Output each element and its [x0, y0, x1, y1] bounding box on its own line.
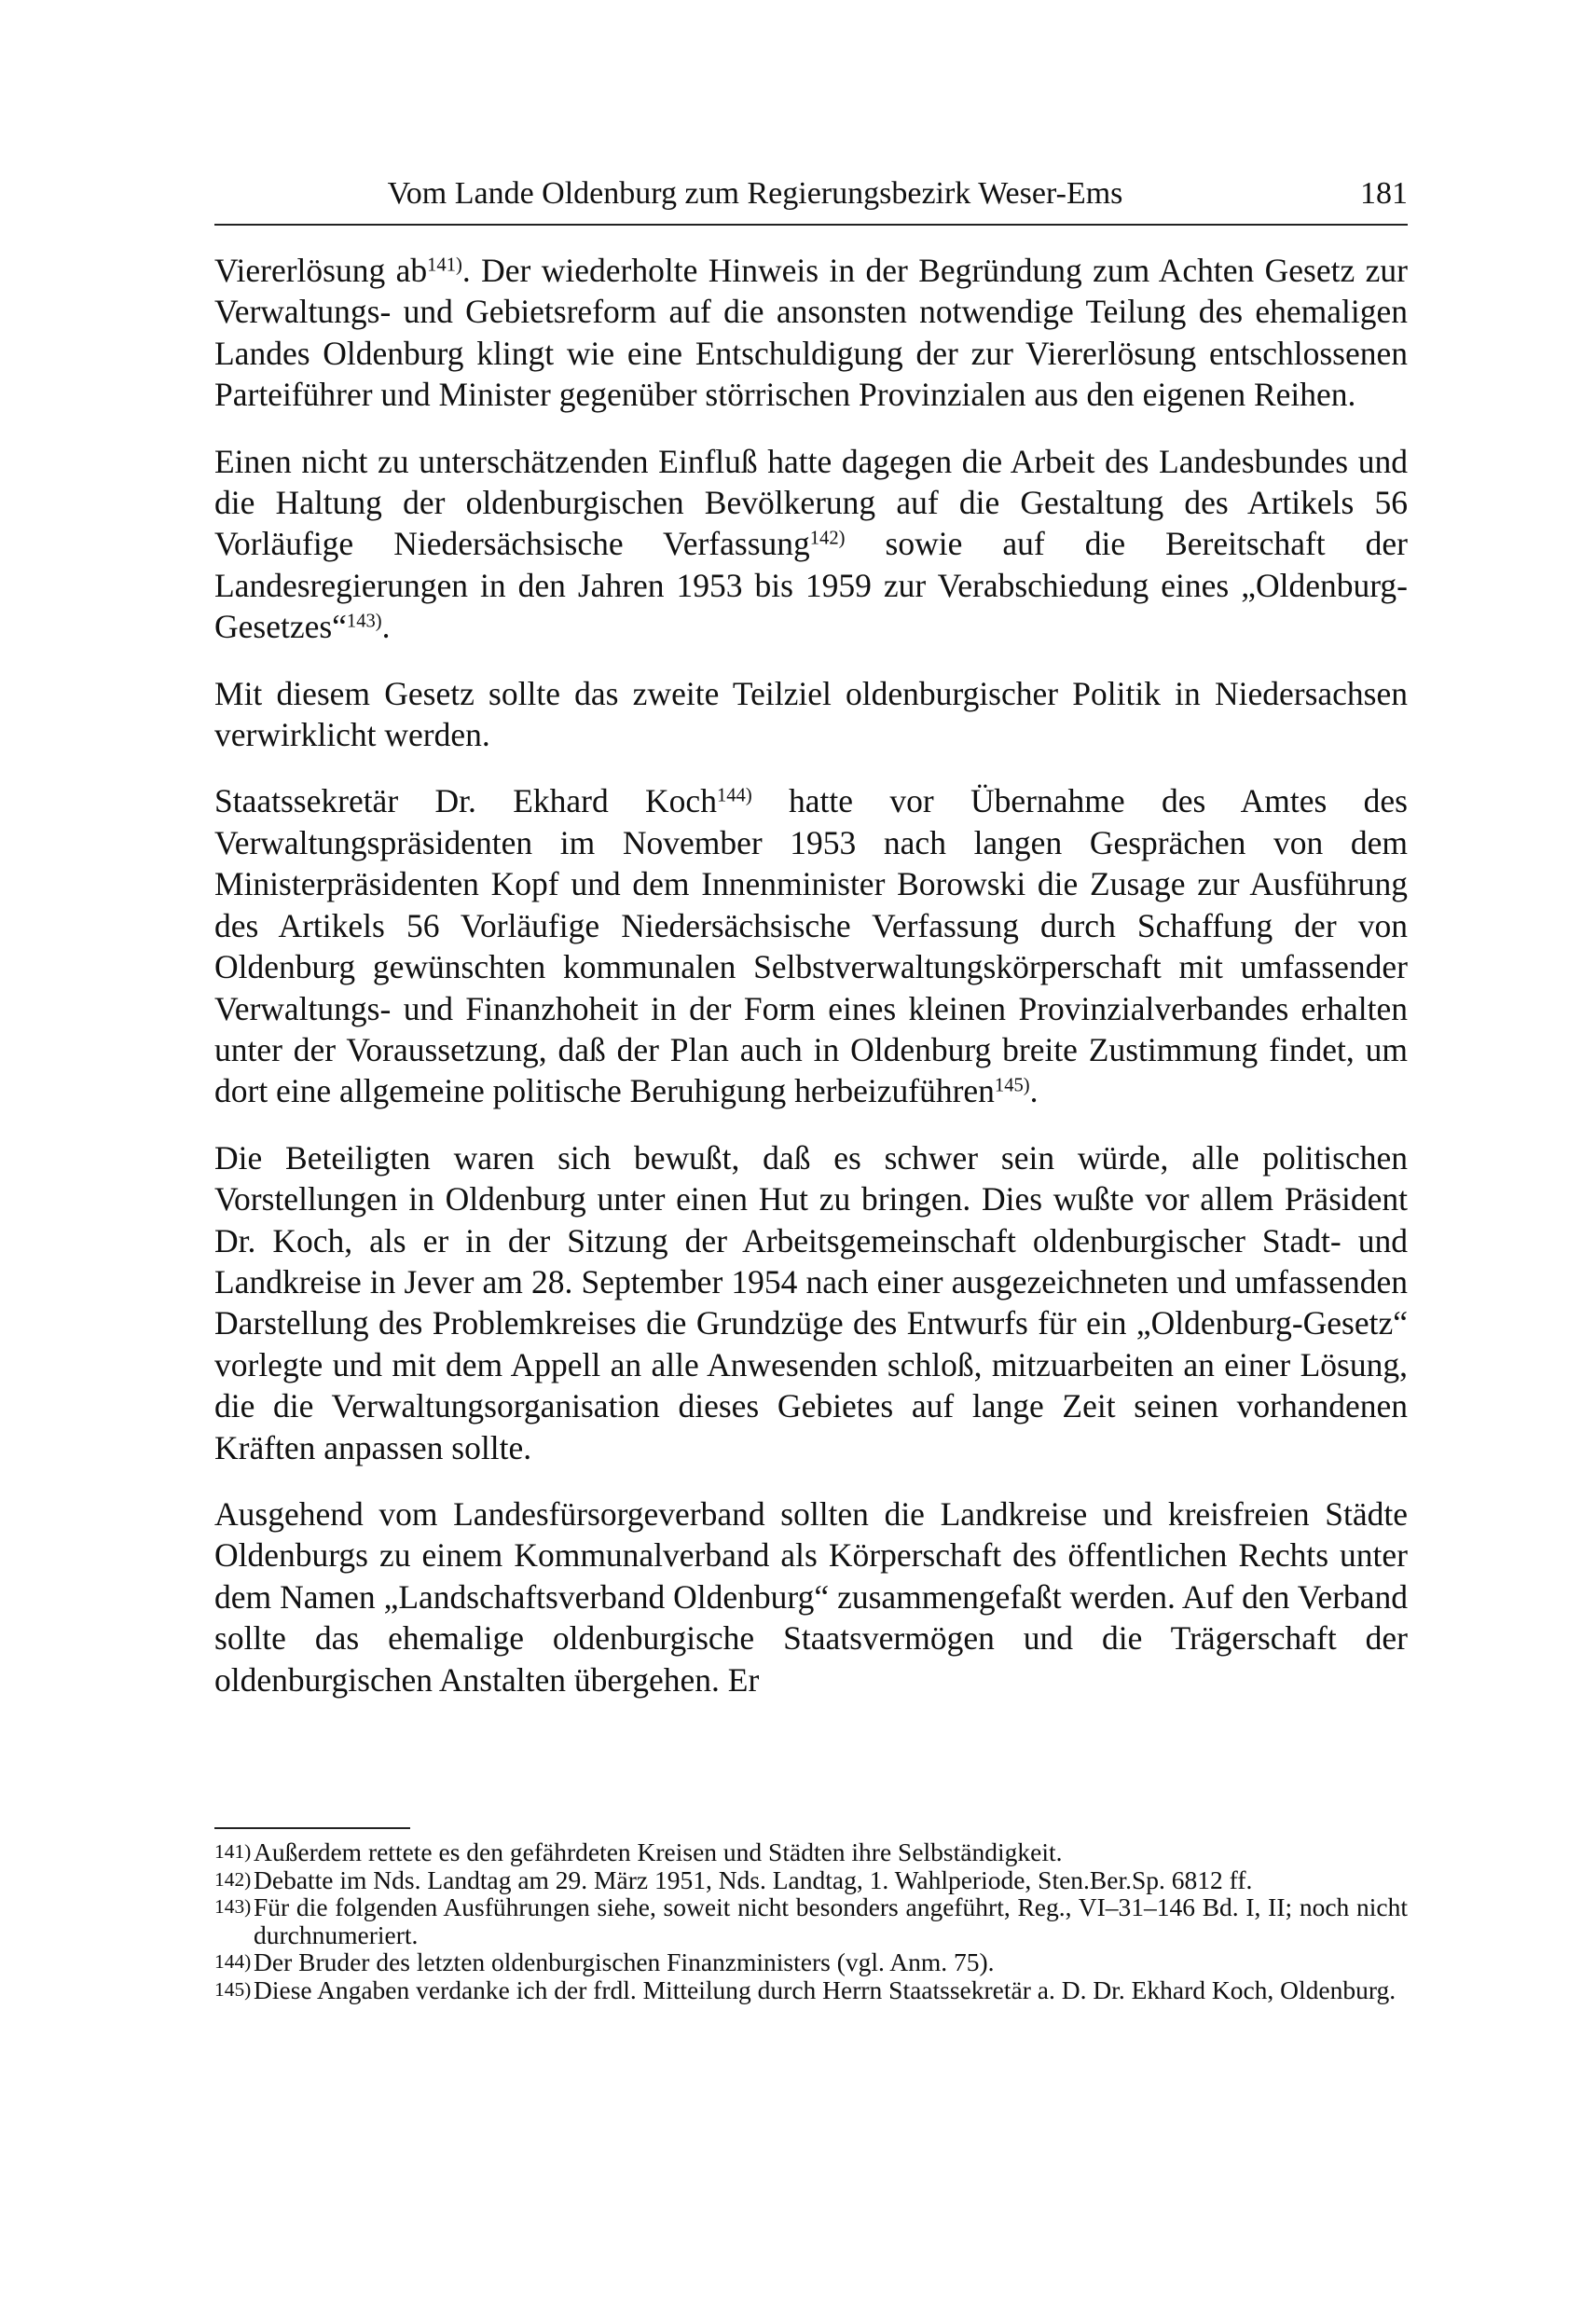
footnote [214, 1948, 1408, 1976]
footnote-mark: 143) [214, 1895, 252, 1919]
paragraph-text: sowie auf die Bereitschaft der Landesregierungen in den Jahren 1953 bis 1959 zur Verabschiedung eines „Oldenburg-Gesetzes“ [214, 525, 1408, 646]
body-text [214, 250, 1408, 1726]
paragraph [214, 780, 1408, 1111]
paragraph-text: Ausgehend vom Landesfürsorgeverband sollten die Landkreise und kreisfreien Städte Oldenburgs zu einem Kommunalverband als Körperschaft des öffentlichen Rechts unter dem Namen „Landschaftsverband Oldenburg“ zusammengefaßt werden. Auf den Verband sollte das ehemalige oldenburgische Staatsvermögen und die Trägerschaft der oldenburgischen Anstalten übergehen. Er [214, 1494, 1408, 1699]
paragraph-text: Viererlösung ab [214, 252, 428, 289]
footnote [214, 1976, 1408, 2004]
footnotes [214, 1838, 1408, 2004]
footnote-text: Der Bruder des letzten oldenburgischen Finanzministers (vgl. Anm. 75). [254, 1947, 995, 1977]
footnote-reference: 142) [809, 529, 846, 550]
paragraph-text: hatte vor Übernahme des Amtes des Verwaltungspräsidenten im November 1953 nach langen Gesprächen von dem Ministerpräsidenten Kopf und dem Innenminister Borowski die Zusage zur Ausführung des Artikels 56 Vorläufige Niedersächsische Verfassung durch Schaffung der von Oldenburg gewünschten kommunalen Selbstverwaltungskörperschaft mit umfassender Verwaltungs- und Finanzhoheit in der Form eines kleinen Provinzialverbandes erhalten unter der Voraussetzung, daß der Plan auch in Oldenburg breite Zustimmung findet, um dort eine allgemeine politische Beruhigung herbeizuführen [214, 782, 1409, 1110]
paragraph-text: . Der wiederholte Hinweis in der Begründung zum Achten Gesetz zur Verwaltungs- und Gebietsreform auf die ansonsten notwendige Teilung des ehemaligen Landes Oldenburg klingt wie eine Entschuldigung der zur Viererlösung entschlossenen Parteiführer und Minister gegenüber störrischen Provinzialen aus den eigenen Reihen. [214, 252, 1408, 414]
paragraph [214, 1493, 1408, 1700]
footnote-reference: 144) [716, 786, 752, 807]
footnote-reference: 141) [427, 255, 462, 276]
footnote-text: Außerdem rettete es den gefährdeten Kreisen und Städten ihre Selbständigkeit. [254, 1837, 1063, 1866]
footnote-text: Diese Angaben verdanke ich der frdl. Mitteilung durch Herrn Staatssekretär a. D. Dr. Ekhard Koch, Oldenburg. [254, 1975, 1396, 2004]
footnote-rule [214, 1827, 410, 1829]
footnote-text: Debatte im Nds. Landtag am 29. März 1951, Nds. Landtag, 1. Wahlperiode, Sten.Ber.Sp. 6812 ff. [254, 1865, 1253, 1894]
footnote [214, 1866, 1408, 1894]
paragraph-text: . [1029, 1072, 1039, 1110]
paragraph-text: Staatssekretär Dr. Ekhard Koch [214, 782, 717, 820]
paragraph [214, 673, 1408, 756]
header-rule [214, 224, 1408, 226]
footnote-mark: 142) [214, 1867, 252, 1891]
footnote-mark: 145) [214, 1977, 252, 2001]
footnote-reference: 143) [346, 611, 382, 632]
running-title: Vom Lande Oldenburg zum Regierungsbezirk Weser-Ems [387, 176, 1123, 211]
paragraph [214, 1137, 1408, 1468]
paragraph [214, 441, 1408, 648]
paragraph-text: Einen nicht zu unterschätzenden Einfluß hatte dagegen die Arbeit des Landesbundes und die Haltung der oldenburgischen Bevölkerung auf die Gestaltung des Artikels 56 Vorläufige Niedersächsische Verfassung [214, 442, 1408, 563]
footnote-mark: 141) [214, 1840, 252, 1863]
footnote-text: Für die folgenden Ausführungen siehe, soweit nicht besonders angeführt, Reg., VI–31–146 Bd. I, II; noch nicht durchnumeriert. [254, 1892, 1408, 1949]
paragraph [214, 250, 1408, 416]
paragraph-text: Die Beteiligten waren sich bewußt, daß es schwer sein würde, alle politischen Vorstellungen in Oldenburg unter einen Hut zu bringen. Dies wußte vor allem Präsident Dr. Koch, als er in der Sitzung der Arbeitsgemeinschaft oldenburgischer Stadt- und Landkreise in Jever am 28. September 1954 nach einer ausgezeichneten und umfassenden Darstellung des Problemkreises die Grundzüge des Entwurfs für ein „Oldenburg-Gesetz“ vorlegte und mit dem Appell an alle Anwesenden schloß, mitzuarbeiten an einer Lösung, die die Verwaltungsorganisation dieses Gebietes auf lange Zeit seinen vorhandenen Kräften anpassen sollte. [214, 1138, 1408, 1466]
footnote-mark: 144) [214, 1950, 252, 1974]
paragraph-text: Mit diesem Gesetz sollte das zweite Teilziel oldenburgischer Politik in Niedersachsen verwirklicht werden. [214, 674, 1408, 754]
paragraph-text: . [381, 608, 391, 646]
page-number: 181 [1360, 176, 1408, 211]
footnote [214, 1838, 1408, 1866]
footnote [214, 1893, 1408, 1948]
footnote-reference: 145) [994, 1076, 1030, 1096]
